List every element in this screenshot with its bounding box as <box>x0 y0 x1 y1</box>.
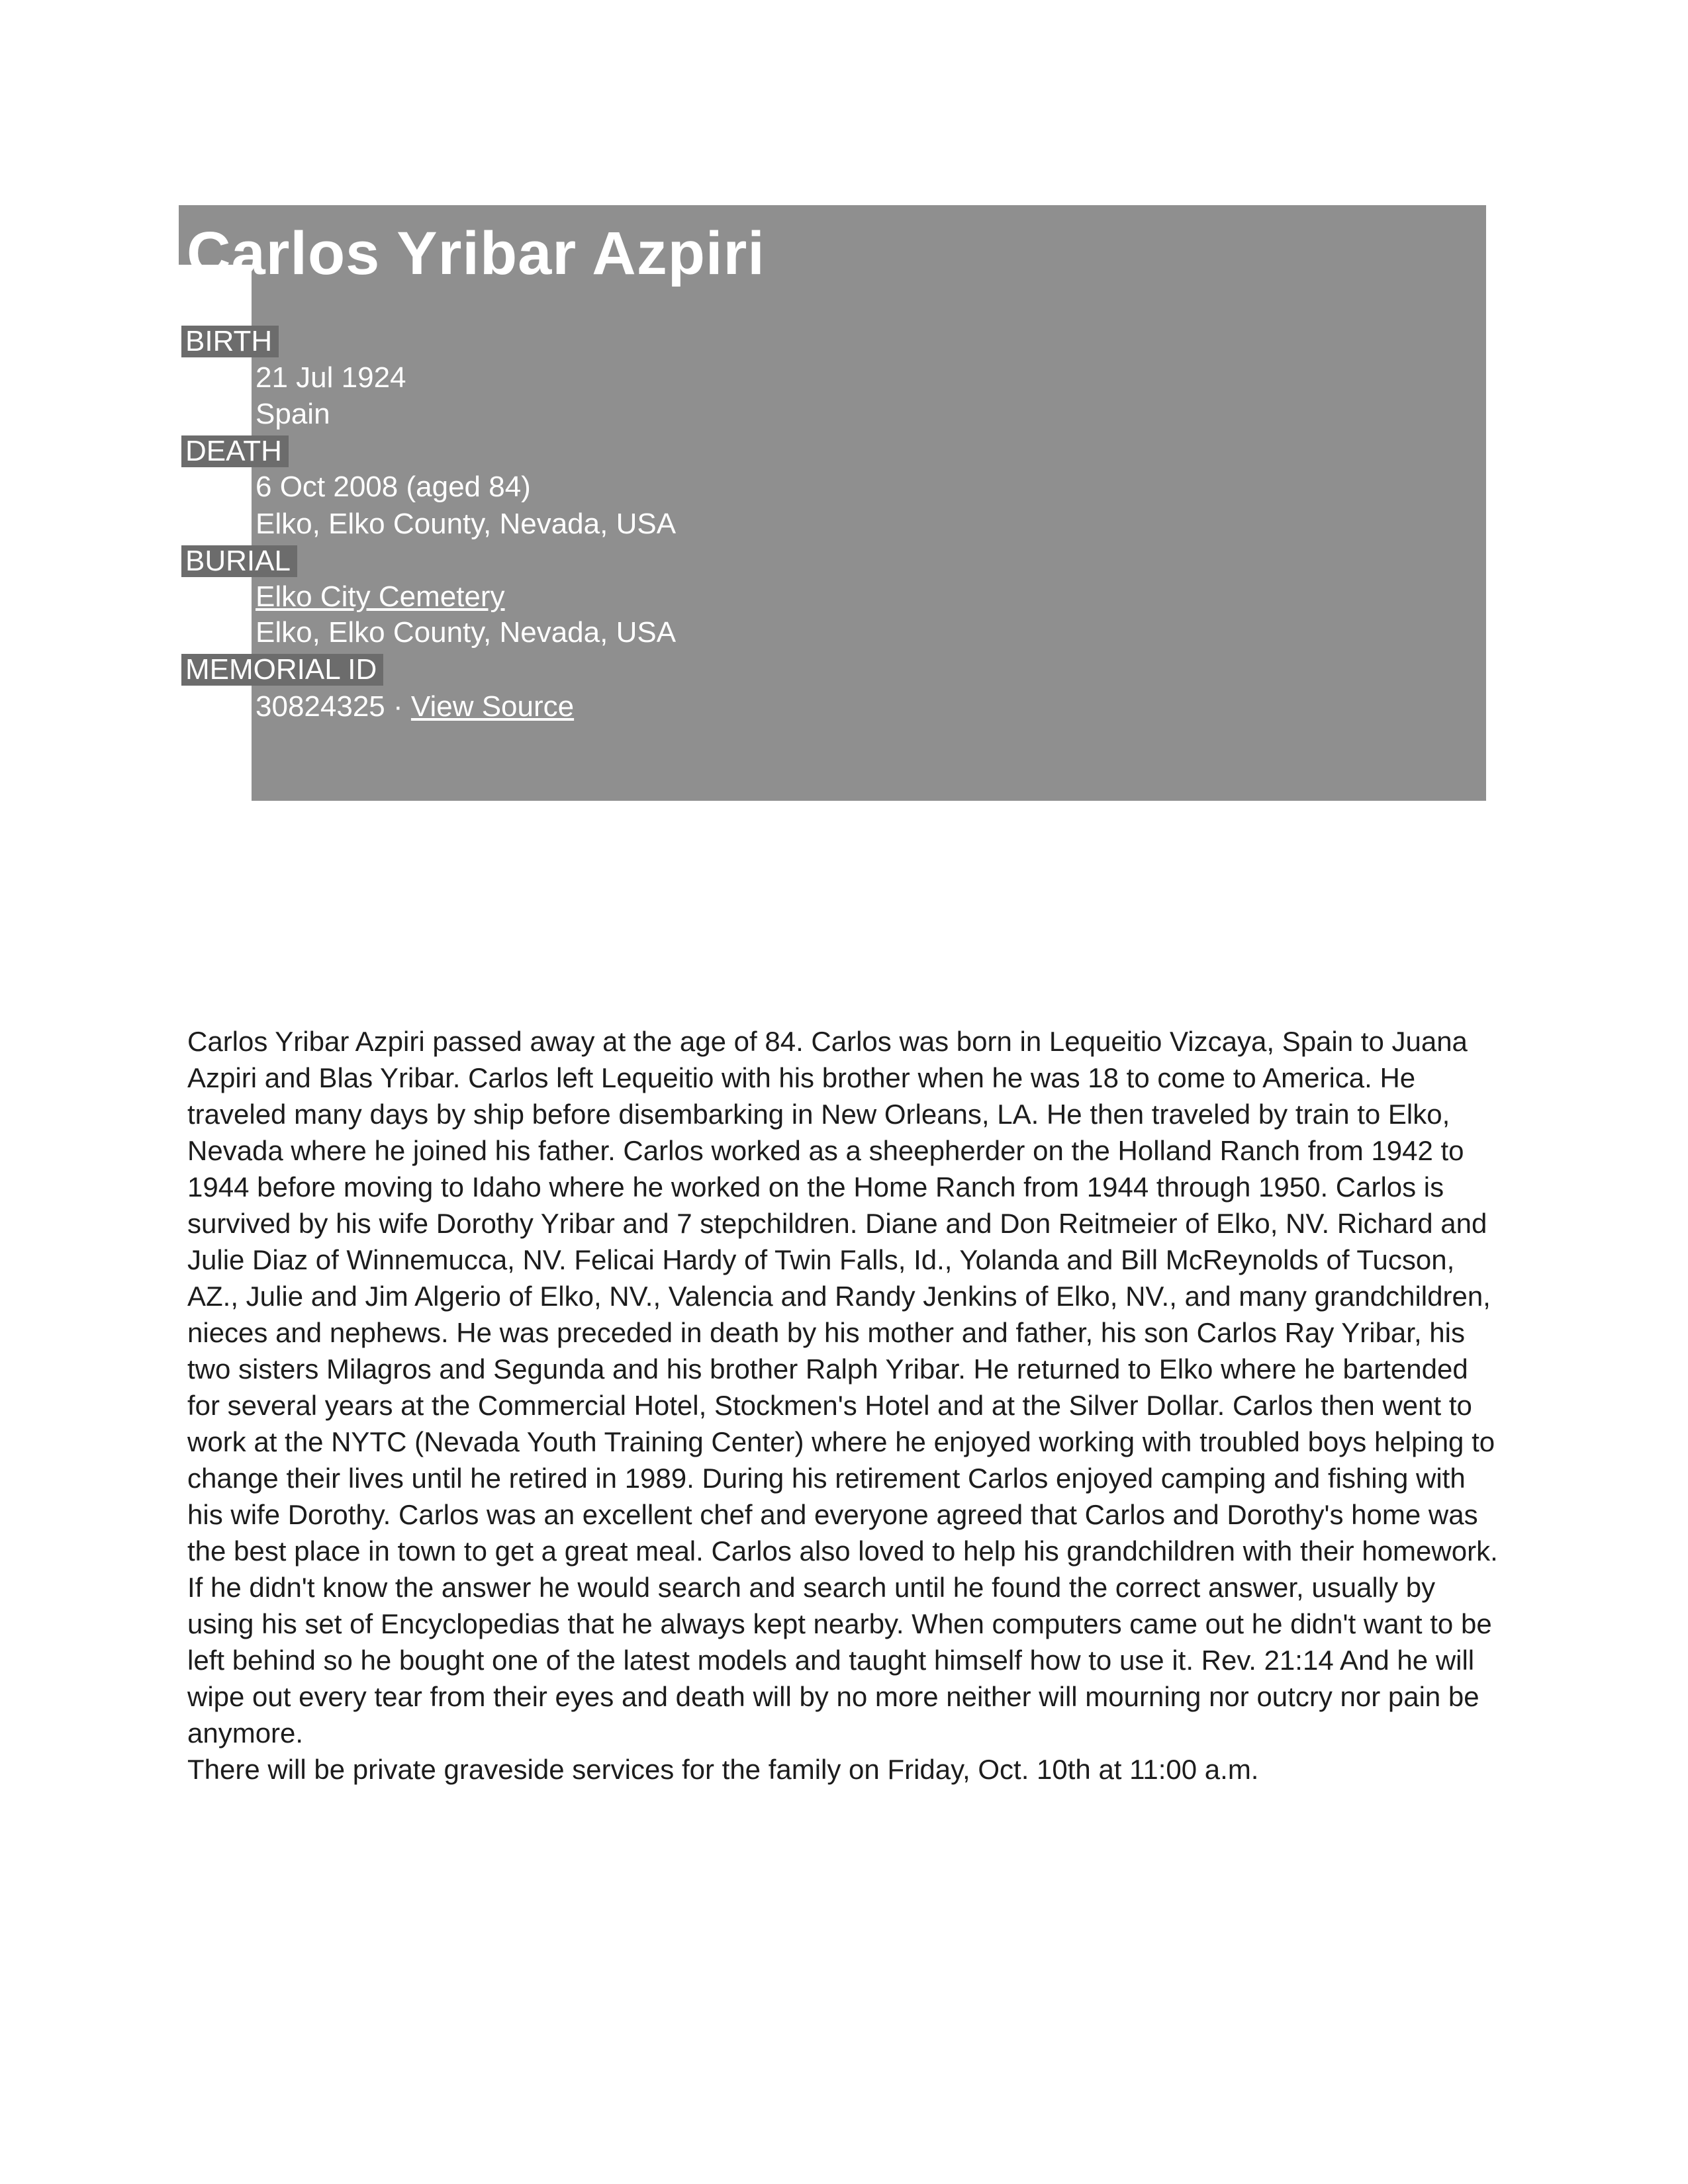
death-place: Elko, Elko County, Nevada, USA <box>256 508 677 540</box>
burial-label: BURIAL <box>181 545 297 577</box>
obituary-paragraph: Carlos Yribar Azpiri passed away at the age of 84. Carlos was born in Lequeitio Vizcaya, Spain to Juana Azpiri and Blas Yribar. Carlos left Lequeitio with his brother when he was 18 to come to America. He traveled many days by ship before disembarking in New Orleans, LA. He then traveled by train to Elko, Nevada where he joined his father. Carlos worked as a sheepherder on the Holland Ranch from 1942 to 1944 before moving to Idaho where he worked on the Home Ranch from 1944 through 1950. Carlos is survived by his wife Dorothy Yribar and 7 stepchildren. Diane and Don Reitmeier of Elko, NV. Richard and Julie Diaz of Winnemucca, NV. Felicai Hardy of Twin Falls, Id., Yolanda and Bill McReynolds of Tucson, AZ., Julie and Jim Algerio of Elko, NV., Valencia and Randy Jenkins of Elko, NV., and many grandchildren, nieces and nephews. He was preceded in death by his mother and father, his son Carlos Ray Yribar, his two sisters Milagros and Segunda and his brother Ralph Yribar. He returned to Elko where he bartended for several years at the Commercial Hotel, Stockmen's Hotel and at the Silver Dollar. Carlos then went to work at the NYTC (Nevada Youth Training Center) where he enjoyed working with troubled boys helping to change their lives until he retired in 1989. During his retirement Carlos enjoyed camping and fishing with his wife Dorothy. Carlos was an excellent chef and everyone agreed that Carlos and Dorothy's home was the best place in town to get a great meal. Carlos also loved to help his grandchildren with their homework. If he didn't know the answer he would search and search until he found the correct answer, usually by using his set of Encyclopedias that he always kept nearby. When computers came out he didn't want to be left behind so he bought one of the latest models and taught himself how to use it. Rev. 21:14 And he will wipe out every tear from their eyes and death will by no more neither will mourning nor outcry nor pain be anymore. <box>187 1026 1498 1749</box>
memorial-id-label: MEMORIAL ID <box>181 654 383 686</box>
birth-place: Spain <box>256 398 330 430</box>
death-label: DEATH <box>181 435 289 467</box>
death-date: 6 Oct 2008 (aged 84) <box>256 471 531 503</box>
obituary-text <box>187 1023 1498 1788</box>
birth-date: 21 Jul 1924 <box>256 361 406 394</box>
burial-cemetery <box>256 580 505 614</box>
memorial-name: Carlos Yribar Azpiri <box>187 220 765 287</box>
memorial-id-row <box>256 690 574 724</box>
memorial-header <box>179 205 1486 801</box>
memorial-id-value: 30824325 <box>256 690 385 723</box>
services-paragraph: There will be private graveside services for the family on Friday, Oct. 10th at 11:00 a.m. <box>187 1754 1259 1785</box>
view-source-link[interactable]: View Source <box>410 690 575 723</box>
cemetery-link[interactable]: Elko City Cemetery <box>256 580 505 613</box>
burial-place: Elko, Elko County, Nevada, USA <box>256 616 677 649</box>
birth-label: BIRTH <box>181 326 279 357</box>
separator-dot: · <box>393 690 403 723</box>
